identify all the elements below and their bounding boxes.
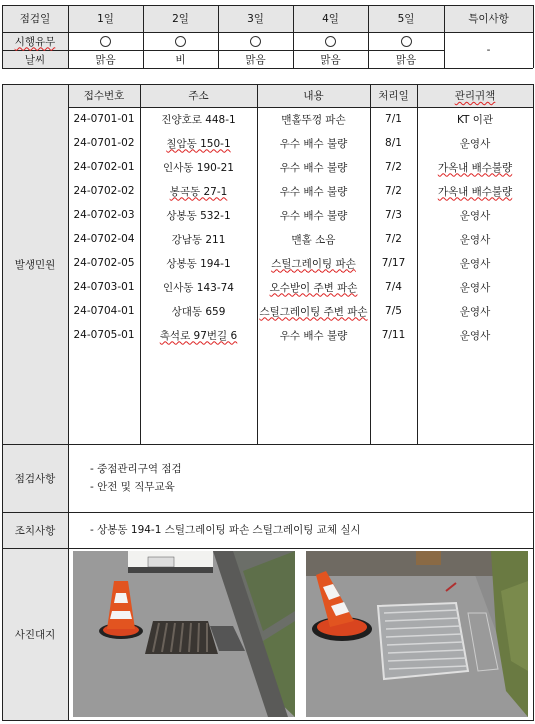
cell-responsibility: 운영사 (459, 209, 491, 222)
cell-process-date: 7/2 (385, 185, 402, 197)
patrol-mark-4 (293, 32, 368, 50)
cell-receipt-no: 24-0702-05 (73, 257, 135, 269)
inspection-list (90, 460, 510, 496)
cell-process-date: 7/2 (385, 161, 402, 173)
col-header-receipt-no: 접수번호 (83, 90, 125, 102)
cell-receipt-no: 24-0705-01 (73, 329, 135, 341)
cell-receipt-no: 24-0702-03 (73, 209, 135, 221)
cell-process-date: 7/5 (385, 305, 402, 317)
cell-content: 맨홀 소음 (291, 233, 336, 246)
inspection-day-label: 점검일 (19, 13, 51, 25)
patrol-mark-1 (68, 32, 143, 50)
cell-responsibility: 운영사 (459, 257, 491, 270)
cell-receipt-no: 24-0701-02 (73, 137, 135, 149)
col-header-content: 내용 (303, 90, 324, 102)
weather-2: 비 (175, 53, 186, 66)
cell-address: 칠암동 150-1 (166, 137, 231, 150)
cell-process-date: 8/1 (385, 137, 402, 149)
day-header-1: 1일 (97, 13, 114, 25)
cell-process-date: 7/11 (381, 329, 406, 341)
note-value: - (486, 44, 491, 56)
cell-address: 진양호로 448-1 (161, 113, 236, 126)
cell-responsibility: 가옥내 배수불량 (437, 185, 513, 198)
day-header-3: 3일 (247, 13, 264, 25)
cell-process-date: 7/4 (385, 281, 402, 293)
cell-content: 오수받이 주변 파손 (269, 281, 358, 294)
circle-icon (325, 36, 336, 47)
col-header-responsibility: 관리귀책 (454, 90, 496, 102)
patrol-mark-2 (143, 32, 218, 50)
cell-address: 강남동 211 (171, 233, 226, 246)
note-header: 특이사항 (468, 13, 509, 25)
cell-content: 우수 배수 불량 (279, 185, 348, 198)
cell-responsibility: 운영사 (459, 233, 491, 246)
cell-process-date: 7/1 (385, 113, 402, 125)
cell-address: 촉석로 97번길 6 (159, 329, 238, 342)
col-header-process-date: 처리일 (378, 90, 409, 102)
circle-icon (250, 36, 261, 47)
cell-receipt-no: 24-0701-01 (73, 113, 135, 125)
cell-address: 상봉동 194-1 (166, 257, 231, 270)
cell-receipt-no: 24-0703-01 (73, 281, 135, 293)
cell-responsibility: 운영사 (459, 137, 491, 150)
cell-address: 인사동 190-21 (163, 161, 234, 174)
cell-content: 우수 배수 불량 (279, 161, 348, 174)
weather-4: 맑음 (320, 53, 341, 66)
circle-icon (401, 36, 412, 47)
cell-receipt-no: 24-0702-04 (73, 233, 135, 245)
weather-3: 맑음 (245, 53, 266, 66)
cell-content: 스틸그레이팅 주변 파손 (259, 305, 368, 318)
cell-content: 스틸그레이팅 파손 (271, 257, 356, 270)
circle-icon (175, 36, 186, 47)
site-photo-before (73, 551, 295, 717)
patrol-row-label: 시행유무 (14, 35, 56, 48)
cell-responsibility: 운영사 (459, 329, 491, 342)
cell-responsibility: 운영사 (459, 281, 491, 294)
site-photo-after (306, 551, 528, 717)
cell-responsibility: KT 이관 (456, 113, 494, 126)
cell-process-date: 7/17 (381, 257, 406, 269)
inspection-item: - 중점관리구역 점검 (90, 463, 182, 475)
weather-5: 맑음 (395, 53, 417, 66)
replaced-grating-photo-icon (306, 551, 528, 717)
cell-responsibility: 운영사 (459, 305, 491, 318)
col-header-address: 주소 (188, 90, 209, 102)
cell-address: 봉곡동 27-1 (169, 185, 228, 198)
cell-address: 인사동 143-74 (163, 281, 234, 294)
inspection-section-label: 점검사항 (14, 472, 56, 485)
cell-content: 우수 배수 불량 (279, 137, 348, 150)
cell-responsibility: 가옥내 배수불량 (437, 161, 513, 174)
cell-address: 상대동 659 (171, 305, 226, 318)
action-section-label: 조치사항 (14, 524, 56, 537)
cell-address: 상봉동 532-1 (166, 209, 231, 222)
cell-receipt-no: 24-0702-01 (73, 161, 135, 173)
patrol-mark-5 (368, 32, 444, 50)
circle-icon (100, 36, 111, 47)
road-grating-photo-icon (73, 551, 295, 717)
weather-1: 맑음 (95, 53, 116, 66)
complaints-section-label: 발생민원 (14, 258, 56, 271)
action-text: - 상봉동 194-1 스틸그레이팅 파손 스틸그레이팅 교체 실시 (90, 524, 361, 536)
weather-row-label: 날씨 (24, 53, 46, 66)
cell-content: 맨홀뚜껑 파손 (281, 113, 346, 126)
day-header-2: 2일 (172, 13, 189, 25)
inspection-item: - 안전 및 직무교육 (90, 481, 175, 493)
photos-section-label: 사진대지 (14, 628, 56, 641)
patrol-mark-3 (218, 32, 293, 50)
cell-content: 우수 배수 불량 (279, 329, 348, 342)
cell-receipt-no: 24-0702-02 (73, 185, 135, 197)
cell-receipt-no: 24-0704-01 (73, 305, 135, 317)
cell-process-date: 7/3 (385, 209, 402, 221)
cell-process-date: 7/2 (385, 233, 402, 245)
day-header-5: 5일 (397, 13, 415, 25)
day-header-4: 4일 (322, 13, 339, 25)
cell-content: 우수 배수 불량 (279, 209, 348, 222)
